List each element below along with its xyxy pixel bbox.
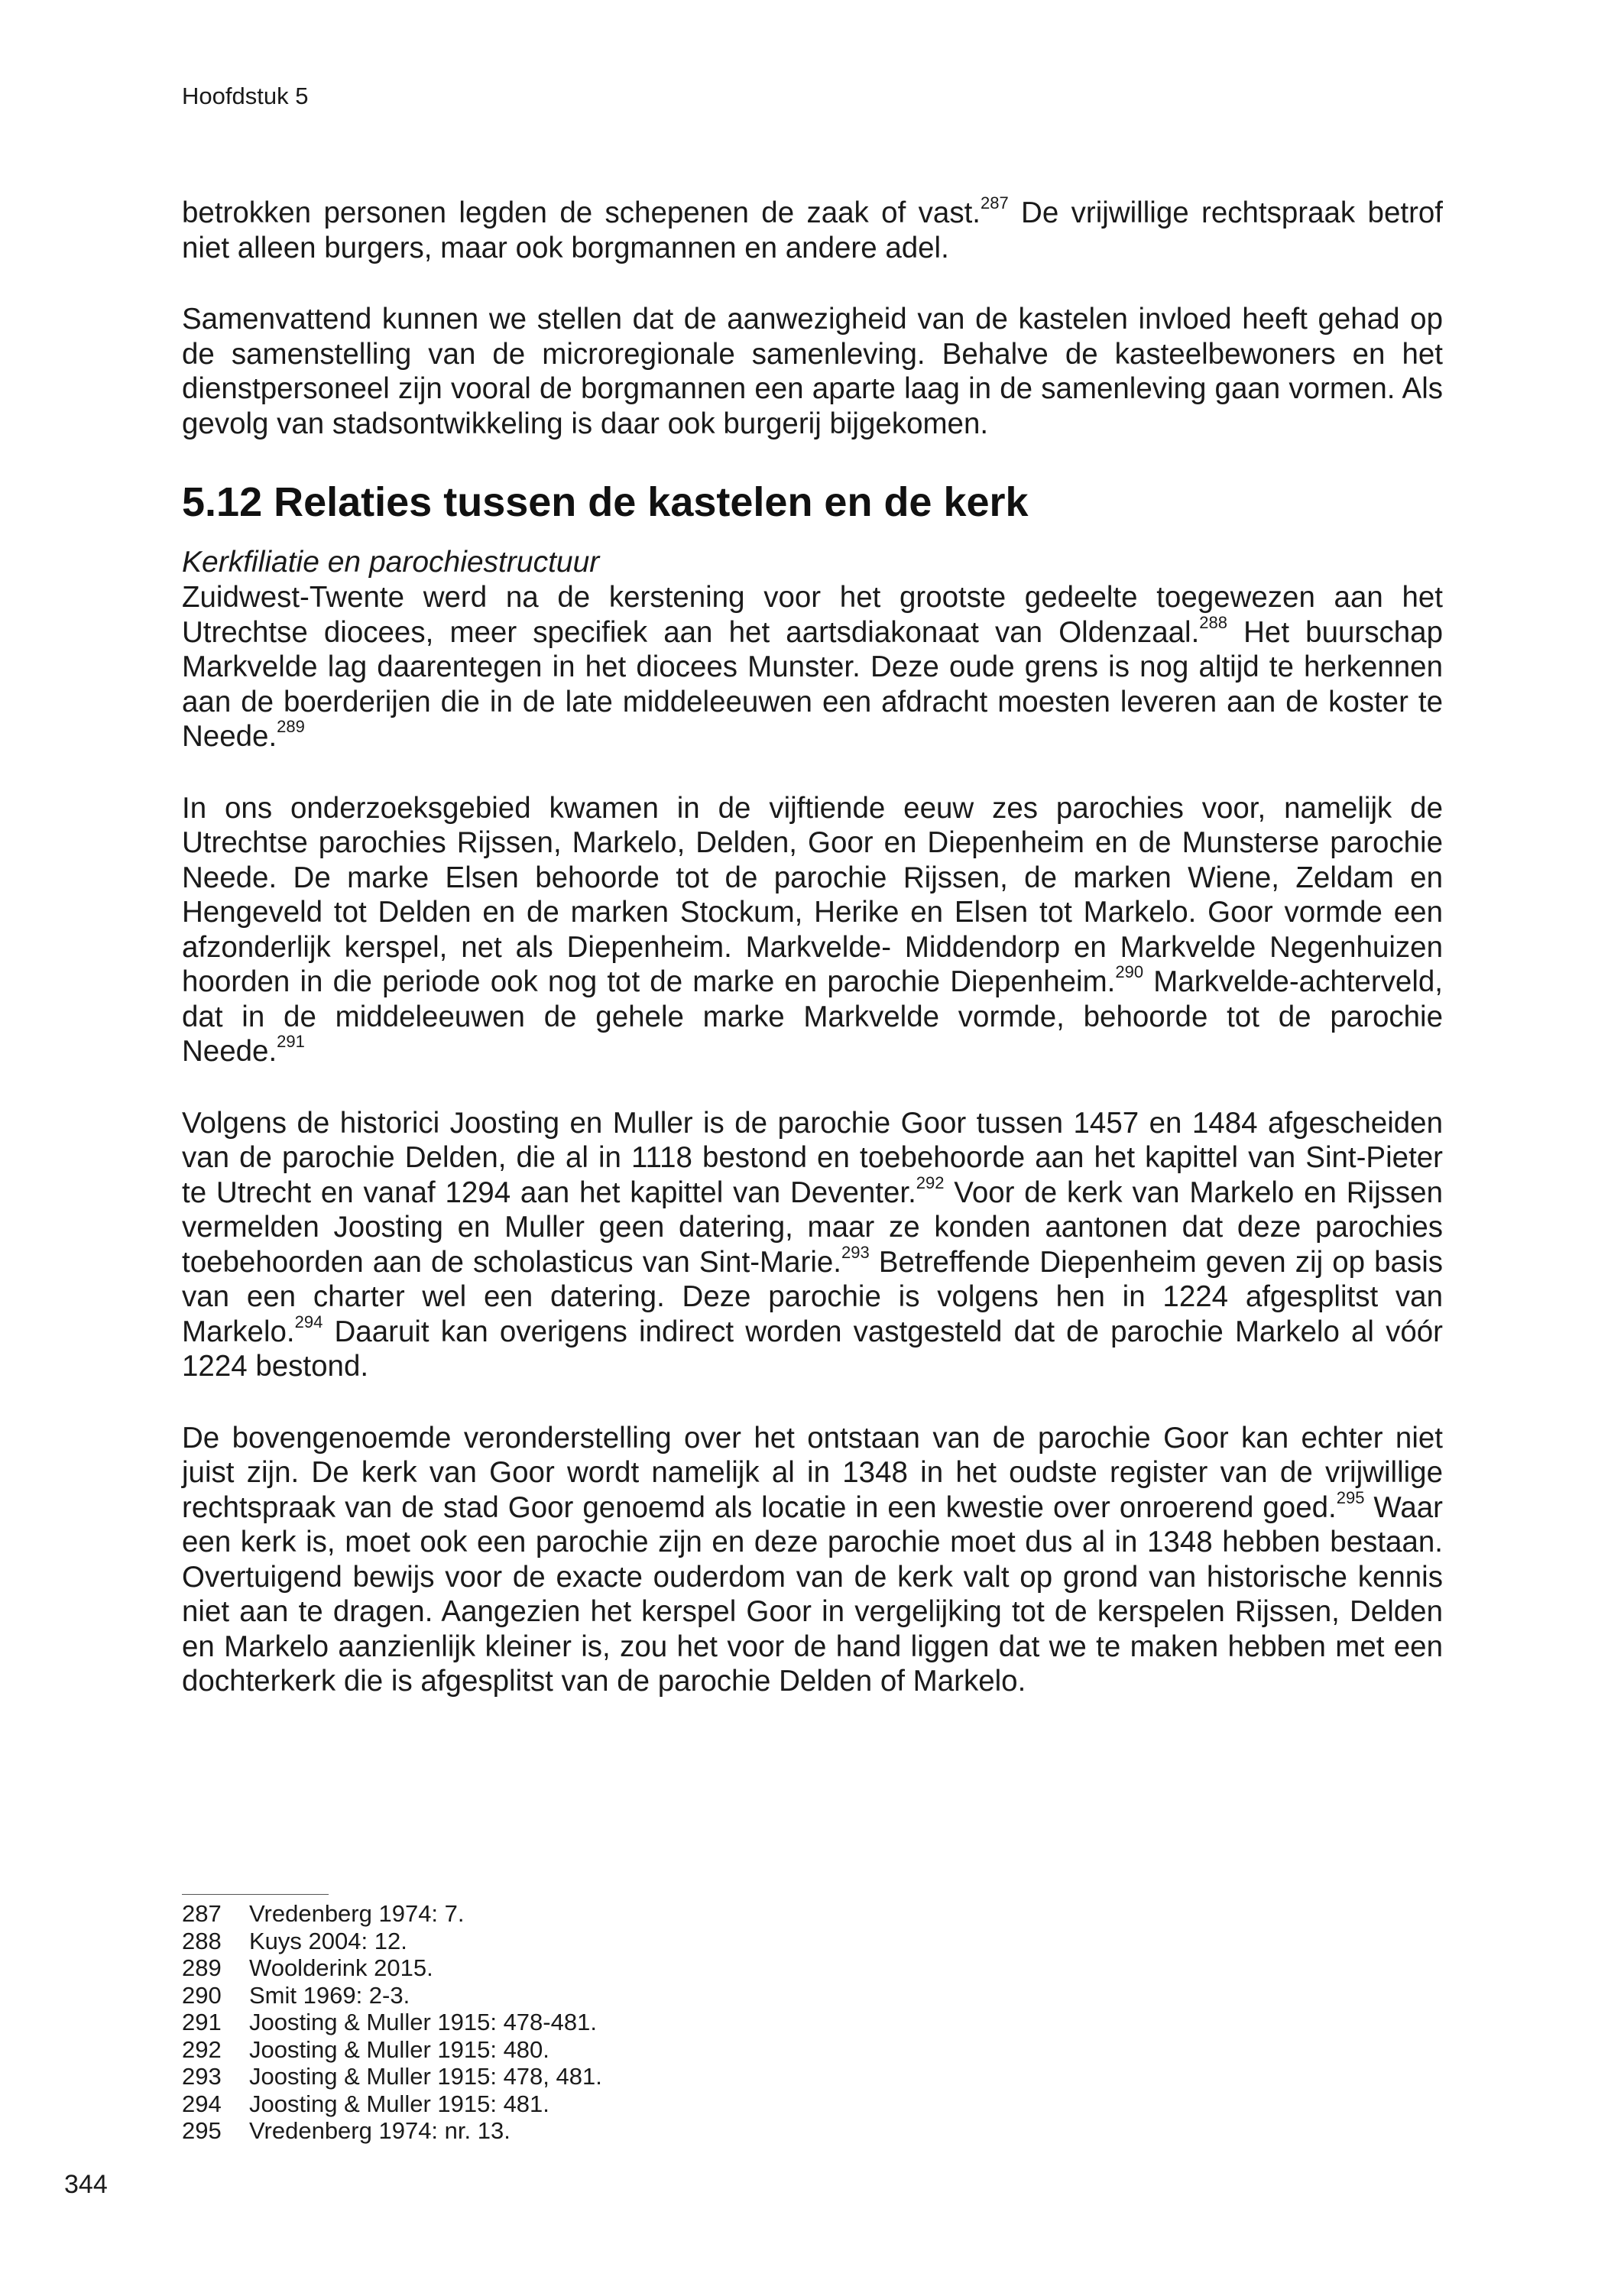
section-heading: 5.12 Relaties tussen de kastelen en de kerk (182, 479, 1029, 525)
running-head: Hoofdstuk 5 (182, 83, 309, 109)
footnote-number: 293 (182, 2063, 222, 2090)
footnote-ref-288[interactable]: 288 (1199, 612, 1227, 632)
footnote-item (182, 1928, 1099, 1955)
footnote-ref-287[interactable]: 287 (980, 193, 1009, 213)
footnote-ref-291[interactable]: 291 (277, 1032, 305, 1052)
footnote-item (182, 1954, 1099, 1982)
paragraph-3 (182, 580, 1443, 754)
footnote-ref-293[interactable]: 293 (841, 1242, 870, 1262)
paragraph-6 (182, 1421, 1443, 1699)
paragraph-4 (182, 791, 1443, 1069)
footnote-text: Woolderink 2015. (249, 1954, 433, 1981)
footnote-item (182, 2063, 1099, 2090)
body-text (182, 193, 1443, 1736)
footnote-ref-294[interactable]: 294 (294, 1312, 323, 1331)
paragraph-text: Volgens de historici Joosting en Muller is de parochie Goor tussen 1457 en 1484 afgescheiden van de parochie Delden, die al in 1118 bestond en toebehoorde aan het kapittel van Sint-Pieter te Utrecht en vanaf 1294 aan het kapittel van Deventer. (182, 1106, 1443, 1209)
paragraph-text: Voor de kerk van Markelo en Rijssen vermelden Joosting en Muller geen datering, maar ze konden aantonen dat deze parochies toebehoorden aan de scholasticus van Sint-Marie. (182, 1176, 1443, 1279)
page-number: 344 (64, 2170, 108, 2199)
footnote-number: 291 (182, 2009, 222, 2035)
footnote-number: 292 (182, 2035, 222, 2063)
footnote-ref-290[interactable]: 290 (1115, 962, 1144, 982)
paragraph-text: betrokken personen legden de schepenen de zaak of vast. (182, 196, 981, 229)
paragraph-text: De vrijwillige rechtspraak betrof niet alleen burgers, maar ook borgmannen en andere adel. (182, 196, 1443, 264)
footnote-text: Joosting & Muller 1915: 478, 481. (249, 2063, 602, 2090)
footnote-item (182, 1900, 1099, 1928)
footnote-divider (182, 1894, 329, 1895)
footnote-ref-292[interactable]: 292 (916, 1172, 945, 1192)
paragraph-text: Daaruit kan overigens indirect worden vastgesteld dat de parochie Markelo al vóór 1224 bestond. (182, 1315, 1443, 1383)
paragraph-text: De bovengenoemde veronderstelling over het ontstaan van de parochie Goor kan echter niet juist zijn. De kerk van Goor wordt namelijk al in 1348 in het oudste register van de vrijwillige rechtspraak van de stad Goor genoemd als locatie in een kwestie over onroerend goed. (182, 1421, 1443, 1524)
footnote-text: Kuys 2004: 12. (249, 1927, 407, 1954)
footnote-text: Vredenberg 1974: 7. (249, 1900, 465, 1927)
footnotes (182, 1900, 1099, 2145)
footnote-number: 287 (182, 1900, 222, 1927)
paragraph-text: In ons onderzoeksgebied kwamen in de vijftiende eeuw zes parochies voor, namelijk de Utrechtse parochies Rijssen, Markelo, Delden, Goor en Diepenheim en de Munsterse parochie Neede. De marke Elsen behoorde tot de parochie Rijssen, de marken Wiene, Zeldam en Hengeveld tot Delden en de marken Stockum, Herike en Elsen tot Markelo. Goor vormde een afzonderlijk kerspel, net als Diepenheim. Markvelde- Middendorp en Markvelde Negenhuizen hoorden in die periode ook nog tot de marke en parochie Diepenheim. (182, 791, 1443, 998)
footnote-item (182, 2036, 1099, 2064)
paragraph-1 (182, 193, 1443, 265)
paragraph-text: Waar een kerk is, moet ook een parochie zijn en deze parochie moet dus al in 1348 hebben bestaan. Overtuigend bewijs voor de exacte ouderdom van de kerk valt op grond van historische kennis niet aan te dragen. Aangezien het kerspel Goor in vergelijking tot de kerspelen Rijssen, Delden en Markelo aanzienlijk kleiner is, zou het voor de hand liggen dat we te maken hebben met een dochterkerk die is afgesplitst van de parochie Delden of Markelo. (182, 1490, 1443, 1698)
footnote-item (182, 2090, 1099, 2118)
footnote-number: 288 (182, 1927, 222, 1954)
subheading: Kerkfiliatie en parochiestructuur (182, 546, 600, 579)
paragraph-text: Betreffende Diepenheim geven zij op basis van een charter wel een datering. Deze parochie is volgens hen in 1224 afgesplitst van Markelo. (182, 1245, 1443, 1348)
footnote-ref-295[interactable]: 295 (1336, 1487, 1365, 1507)
paragraph-2 (182, 302, 1443, 441)
paragraph-text: Samenvattend kunnen we stellen dat de aanwezigheid van de kastelen invloed heeft gehad op de samenstelling van de microregionale samenleving. Behalve de kasteelbewoners en het dienstpersoneel zijn vooral de borgmannen een aparte laag in de samenleving gaan vormen. Als gevolg van stadsontwikkeling is daar ook burgerij bijgekomen. (182, 303, 1443, 440)
paragraph-text: Zuidwest-Twente werd na de kerstening voor het grootste gedeelte toegewezen aan het Utrechtse diocees, meer specifiek aan het aartsdiakonaat van Oldenzaal. (182, 581, 1443, 649)
footnote-text: Joosting & Muller 1915: 478-481. (249, 2009, 597, 2035)
paragraph-5 (182, 1106, 1443, 1384)
footnote-text: Joosting & Muller 1915: 480. (249, 2035, 549, 2063)
footnote-text: Joosting & Muller 1915: 481. (249, 2090, 549, 2117)
footnote-ref-289[interactable]: 289 (277, 717, 305, 737)
footnote-number: 295 (182, 2117, 222, 2144)
footnote-number: 289 (182, 1954, 222, 1981)
footnote-text: Smit 1969: 2-3. (249, 1981, 410, 2009)
paragraph-text: Markvelde-achterveld, dat in de middeleeuwen de gehele marke Markvelde vormde, behoorde tot de parochie Neede. (182, 965, 1443, 1068)
footnote-item (182, 2117, 1099, 2145)
footnote-item (182, 2009, 1099, 2036)
footnote-item (182, 1982, 1099, 2009)
footnote-number: 294 (182, 2090, 222, 2117)
footnote-number: 290 (182, 1981, 222, 2009)
paragraph-text: Het buurschap Markvelde lag daarentegen in het diocees Munster. Deze oude grens is nog altijd te herkennen aan de boerderijen die in de late middeleeuwen een afdracht moesten leveren aan de koster te Neede. (182, 615, 1443, 753)
footnote-text: Vredenberg 1974: nr. 13. (249, 2117, 511, 2144)
